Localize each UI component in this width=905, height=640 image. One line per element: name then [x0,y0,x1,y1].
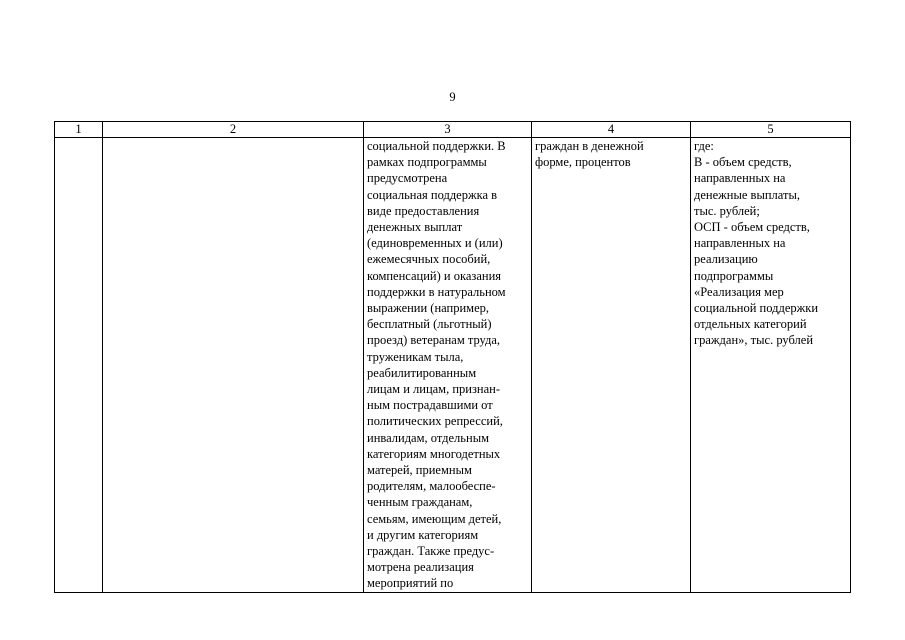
cell-line: родителям, малообеспе- [367,479,496,494]
cell-line: матерей, приемным [367,463,472,478]
cell-col2 [103,138,364,593]
column-header-2: 2 [103,122,364,138]
document-table [54,121,851,593]
cell-line: социальная поддержка в [367,187,498,202]
cell-line: подпрограммы [694,268,774,283]
cell-line: бесплатный (льготный) [367,317,492,332]
cell-col4 [532,138,691,593]
cell-line: денежных выплат [367,220,463,235]
cell-line: рамках подпрограммы [367,155,487,170]
cell-line: труженикам тыла, [367,349,464,364]
cell-line: компенсаций) и оказания [367,268,502,283]
cell-line: предусмотрена [367,171,448,186]
cell-line: направленных на [694,171,786,186]
cell-line: мотрена реализация [367,560,474,575]
cell-line: политических репрессий, [367,414,503,429]
table-header-row [55,122,851,138]
cell-line: денежные выплаты, [694,187,800,202]
cell-line: ченным гражданам, [367,495,473,510]
cell-line: поддержки в натуральном [367,284,506,299]
cell-line: социальной поддержки [694,301,819,316]
column-header-5: 5 [691,122,851,138]
cell-line: отдельных категорий [694,317,807,332]
page-number: 9 [449,90,456,104]
cell-line: ежемесячных пособий, [367,252,491,267]
cell-line: ОСП - объем средств, [694,220,810,235]
cell-col3 [364,138,532,593]
cell-line: виде предоставления [367,203,480,218]
cell-line: инвалидам, отдельным [367,430,489,445]
cell-line: направленных на [694,236,786,251]
cell-line: категориям многодетных [367,446,501,461]
cell-col1 [55,138,103,593]
column-header-4: 4 [532,122,691,138]
cell-line: где: [694,139,714,153]
cell-line: реализацию [694,252,758,267]
cell-line: граждан», тыс. рублей [694,333,814,348]
cell-line: форме, процентов [535,155,631,170]
column-header-3: 3 [364,122,532,138]
cell-line: мероприятий по [367,576,454,591]
cell-line: граждан в денежной [535,139,644,153]
cell-line: реабилитированным [367,365,477,380]
cell-line: тыс. рублей; [694,203,760,218]
cell-line: проезд) ветеранам труда, [367,333,501,348]
cell-line: «Реализация мер [694,284,784,299]
cell-line: ным пострадавшими от [367,398,493,413]
cell-line: и другим категориям [367,527,479,542]
cell-line: (единовременных и (или) [367,236,503,251]
cell-line: граждан. Также предус- [367,544,495,559]
cell-line: В - объем средств, [694,155,792,170]
cell-line: выражении (например, [367,301,490,316]
column-header-1: 1 [55,122,103,138]
cell-line: лицам и лицам, признан- [367,382,500,397]
cell-line: семьям, имеющим детей, [367,511,502,526]
cell-line: социальной поддержки. В [367,139,506,153]
table-row [55,138,851,593]
cell-col5 [691,138,851,593]
